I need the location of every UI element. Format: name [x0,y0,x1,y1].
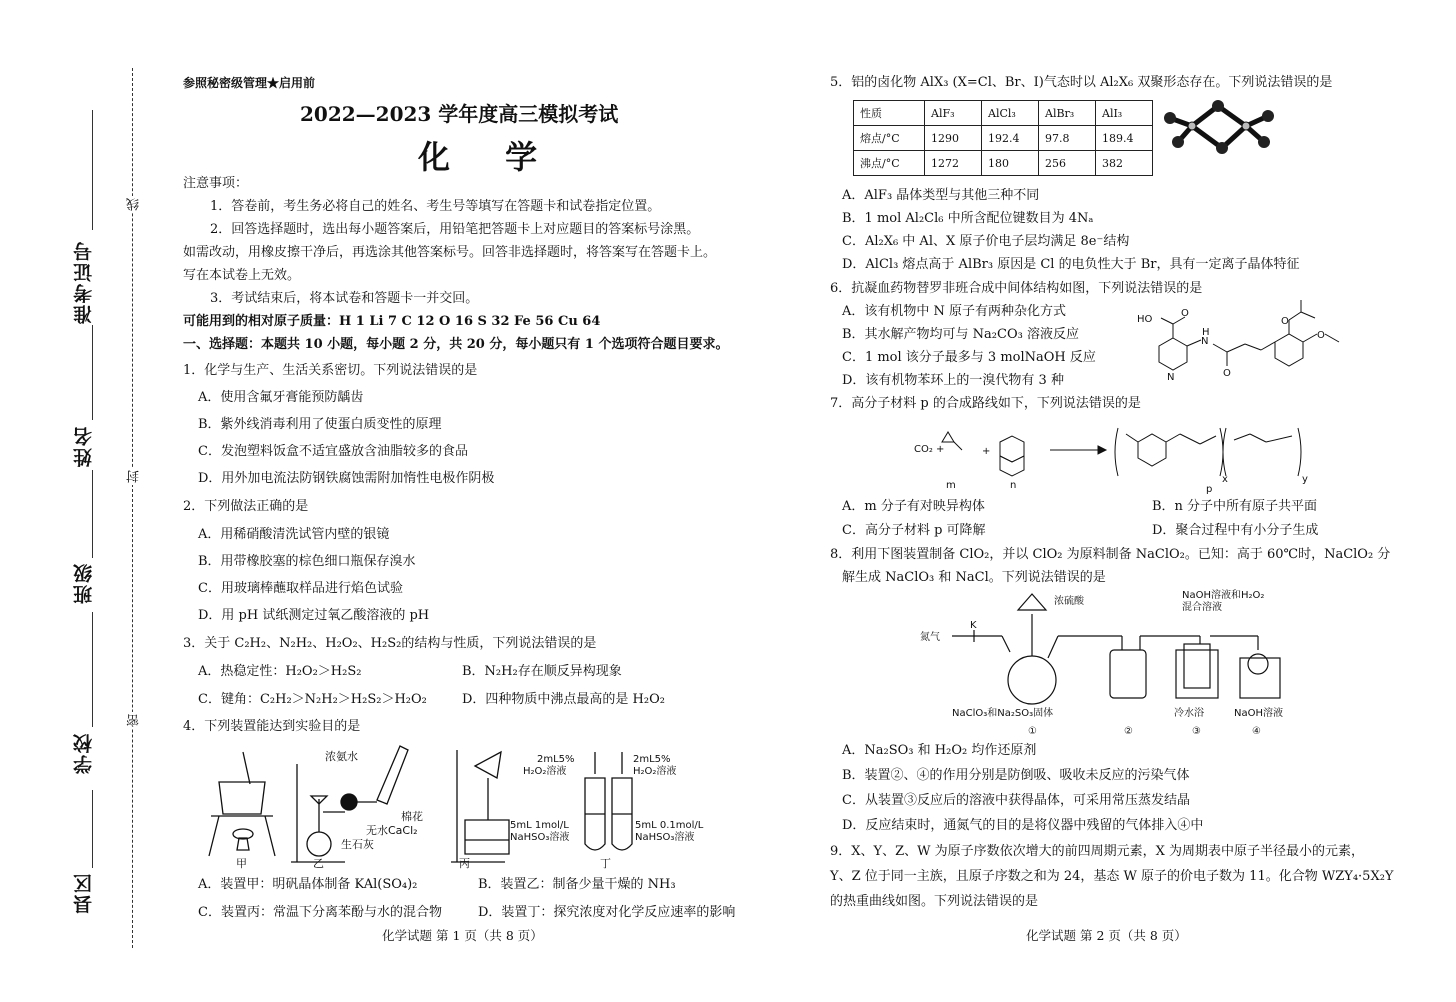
page1-footer: 化学试题 第 1 页（共 8 页） [382,928,543,943]
school-blank [92,612,93,727]
q6-atom: O [1281,316,1289,327]
table-header-cell: AlI₃ [1096,101,1153,126]
q6-atom: O [1317,330,1325,341]
class-label: 班级 [73,562,95,604]
exam-title: 2022—2023 学年度高三模拟考试 [300,102,619,126]
section-heading: 一、选择题：本题共 10 小题，每小题 2 分，共 20 分，每小题只有 1 个选项符合题目要求。 [183,337,729,352]
q4-label-h2o2-b: 2mL5% [633,754,671,765]
q4-apparatus-figure [205,744,725,869]
table-header-cell: AlCl₃ [982,101,1039,126]
q8-label-cold: 冷水浴 [1174,708,1204,719]
q1-option-d: D．用外加电流法防钢铁腐蚀需附加惰性电极作阴极 [198,471,495,486]
notice-item: 2．回答选择题时，选出每小题答案后，用铅笔把答题卡上对应题目的答案标号涂黑。 [210,222,700,237]
q1-option-a: A．使用含氟牙膏能预防龋齿 [198,390,364,405]
q8-label-mix: 混合溶液 [1182,602,1222,613]
q4-label-yi: 乙 [313,857,324,869]
school-label: 学校 [73,732,95,774]
table-cell: 256 [1039,151,1096,176]
table-cell: 熔点/°C [854,126,925,151]
table-cell: 沸点/°C [854,151,925,176]
q4-label-jia: 甲 [236,857,247,869]
q5-option-a: A．AlF₃ 晶体类型与其他三种不同 [842,188,1040,203]
table-cell: 97.8 [1039,126,1096,151]
q6-option-b: B．其水解产物均可与 Na₂CO₃ 溶液反应 [842,327,1079,342]
q8-label-3: ③ [1192,726,1201,737]
q5-option-c: C．Al₂X₆ 中 Al、X 原子价电子层均满足 8e⁻结构 [842,234,1130,249]
q5-option-b: B．1 mol Al₂Cl₆ 中所含配位键数目为 4Nₐ [842,211,1094,226]
q2-option-a: A．用稀硝酸清洗试管内壁的银镜 [198,527,390,542]
q4-label-lime: 生石灰 [341,838,374,851]
q8-apparatus-figure [912,588,1292,738]
page2-footer: 化学试题 第 2 页（共 8 页） [1026,928,1187,943]
q4-label-nahso3-b2: NaHSO₃溶液 [635,832,695,843]
notice-item: 写在本试卷上无效。 [183,268,301,283]
table-cell: 192.4 [982,126,1039,151]
q8-option-c: C．从装置③反应后的溶液中获得晶体，可采用常压蒸发结晶 [842,793,1190,808]
q7-option-a: A．m 分子有对映异构体 [842,499,985,514]
q9-stem-line3: 的热重曲线如图。下列说法错误的是 [830,894,1039,909]
q6-option-a: A．该有机物中 N 原子有两种杂化方式 [842,304,1067,319]
table-cell: 189.4 [1096,126,1153,151]
q2-option-d: D．用 pH 试纸测定过氧乙酸溶液的 pH [198,608,430,623]
q4-label-h2o2-a: 2mL5% [537,754,575,765]
q7-option-c: C．高分子材料 p 可降解 [842,523,986,538]
q8-option-d: D．反应结束时，通氮气的目的是将仪器中残留的气体排入④中 [842,818,1204,833]
q6-atom: H [1202,327,1210,338]
q7-synthesis-scheme [900,412,1320,494]
q3-option-c: C．键角：C₂H₂＞N₂H₂＞H₂S₂＞H₂O₂ [198,692,427,707]
q6-stem: 6．抗凝血药物替罗非班合成中间体结构如图，下列说法错误的是 [830,281,1203,296]
seal-secret-mark: 密 [127,714,142,727]
q7-stem: 7．高分子材料 p 的合成路线如下，下列说法错误的是 [830,396,1141,411]
q4-label-cotton: 棉花 [401,810,423,823]
q8-option-b: B．装置②、④的作用分别是防倒吸、吸收未反应的污染气体 [842,768,1190,783]
q6-atom: HO [1137,314,1153,325]
table-cell: 1272 [925,151,982,176]
q4-option-c: C．装置丙：常温下分离苯酚与水的混合物 [198,905,442,920]
q9-stem-line1: 9．X、Y、Z、W 为原子序数依次增大的前四周期元素，X 为周期表中原子半径最小的元素， [830,844,1365,859]
name-blank [92,325,93,420]
table-cell: 180 [982,151,1039,176]
q2-stem: 2．下列做法正确的是 [183,499,309,514]
secret-level: 参照秘密级管理★启用前 [183,76,316,90]
q7-label-p: p [1206,484,1213,494]
q4-option-b: B．装置乙：制备少量干燥的 NH₃ [478,877,676,892]
q4-label-nahso3-a: 5mL 1mol/L [510,820,569,831]
q8-label-naoh-h2o2: NaOH溶液和H₂O₂ [1182,590,1265,601]
q3-option-d: D．四种物质中沸点最高的是 H₂O₂ [462,692,665,707]
q4-option-a: A．装置甲：明矾晶体制备 KAl(SO₄)₂ [198,877,418,892]
table-header-cell: AlBr₃ [1039,101,1096,126]
q5-option-d: D．AlCl₃ 熔点高于 AlBr₃ 原因是 Cl 的电负性大于 Br，具有一定离子晶体特征 [842,257,1300,272]
notice-item: 1．答卷前，考生务必将自己的姓名、考生号等填写在答题卡和试卷指定位置。 [210,199,661,214]
q6-atom: O [1223,368,1231,379]
q6-atom: O [1181,308,1189,319]
q8-label-naoh: NaOH溶液 [1234,708,1283,719]
q8-label-1: ① [1028,726,1037,737]
q5-property-table [853,100,1153,176]
q7-co2: CO₂ + [914,444,945,455]
table-cell: 382 [1096,151,1153,176]
q8-label-solid: NaClO₃和Na₂SO₃固体 [952,708,1054,719]
q8-stem-line1: 8．利用下图装置制备 ClO₂，并以 ClO₂ 为原料制备 NaClO₂。已知：高于 60℃时，NaClO₂ 分 [830,547,1391,562]
table-header-cell: AlF₃ [925,101,982,126]
seal-line-mark: 线 [127,198,142,211]
q7-label-y: y [1302,474,1308,485]
al2x6-dimer-model [1160,98,1300,160]
district-label: 县区 [73,872,95,914]
subject-title: 化 学 [418,138,560,176]
table-cell: 1290 [925,126,982,151]
class-blank [92,470,93,558]
q4-label-nahso3-a2: NaHSO₃溶液 [510,832,570,843]
q5-stem: 5．铝的卤化物 AlX₃ (X=Cl、Br、I)气态时以 Al₂X₆ 双聚形态存在。下列说法错误的是 [830,75,1333,90]
q7-label-x: x [1222,474,1228,485]
q1-stem: 1．化学与生产、生活关系密切。下列说法错误的是 [183,363,478,378]
table-header-cell: 性质 [854,101,925,126]
q9-stem-line2: Y、Z 位于同一主族，且原子序数之和为 24，基态 W 原子的价电子数为 11。化合物 WZY₄·5X₂Y [830,869,1394,884]
q4-label-h2o2-a2: H₂O₂溶液 [523,766,567,777]
q8-label-h2so4: 浓硫酸 [1054,596,1084,607]
q6-option-d: D．该有机物苯环上的一溴代物有 3 种 [842,373,1064,388]
q7-label-m: m [946,480,956,491]
district-blank [92,790,93,868]
q3-stem: 3．关于 C₂H₂、N₂H₂、H₂O₂、H₂S₂的结构与性质，下列说法错误的是 [183,636,597,651]
q4-label-h2o2-b2: H₂O₂溶液 [633,766,677,777]
notice-item: 如需改动，用橡皮擦干净后，再选涂其他答案标号。回答非选择题时，将答案写在答题卡上。 [183,245,717,260]
q8-label-n2: 氮气 [920,632,940,643]
q8-label-2: ② [1124,726,1133,737]
notice-heading: 注意事项： [183,176,249,191]
q4-label-ammonia: 浓氨水 [325,750,358,763]
q1-option-c: C．发泡塑料饭盒不适宜盛放含油脂较多的食品 [198,444,468,459]
notice-item: 3．考试结束后，将本试卷和答题卡一并交回。 [210,291,479,306]
atomic-masses: 可能用到的相对原子质量：H 1 Li 7 C 12 O 16 S 32 Fe 56 Cu 64 [183,314,601,329]
q3-option-a: A．热稳定性：H₂O₂＞H₂S₂ [198,664,362,679]
q6-option-c: C．1 mol 该分子最多与 3 molNaOH 反应 [842,350,1096,365]
q7-plus: + [982,446,991,457]
q1-option-b: B．紫外线消毒利用了使蛋白质变性的原理 [198,417,442,432]
q7-option-b: B．n 分子中所有原子共平面 [1152,499,1318,514]
q8-stem-line2: 解生成 NaClO₃ 和 NaCl。下列说法错误的是 [842,570,1106,585]
q4-label-cacl2: 无水CaCl₂ [366,824,418,837]
exam-number-blank [92,110,93,230]
q8-label-4: ④ [1252,726,1261,737]
q8-option-a: A．Na₂SO₃ 和 H₂O₂ 均作还原剂 [842,743,1037,758]
q4-label-bing: 丙 [459,857,470,869]
q6-atom: N [1201,336,1209,347]
exam-number-label: 准考证号 [73,240,95,324]
q2-option-b: B．用带橡胶塞的棕色细口瓶保存溴水 [198,554,416,569]
q4-label-ding: 丁 [600,857,611,869]
q7-label-n: n [1010,480,1017,491]
q7-option-d: D．聚合过程中有小分子生成 [1152,523,1319,538]
q6-molecule-structure [1135,300,1345,392]
q2-option-c: C．用玻璃棒蘸取样品进行焰色试验 [198,581,403,596]
q4-option-d: D．装置丁：探究浓度对化学反应速率的影响 [478,905,736,920]
q4-label-nahso3-b: 5mL 0.1mol/L [635,820,704,831]
q8-label-k: K [970,620,977,631]
q3-option-b: B．N₂H₂存在顺反异构现象 [462,664,622,679]
seal-seal-mark: 封 [127,470,142,483]
name-label: 姓名 [73,425,95,467]
q4-stem: 4．下列装置能达到实验目的是 [183,719,361,734]
q6-atom: N [1167,372,1175,383]
